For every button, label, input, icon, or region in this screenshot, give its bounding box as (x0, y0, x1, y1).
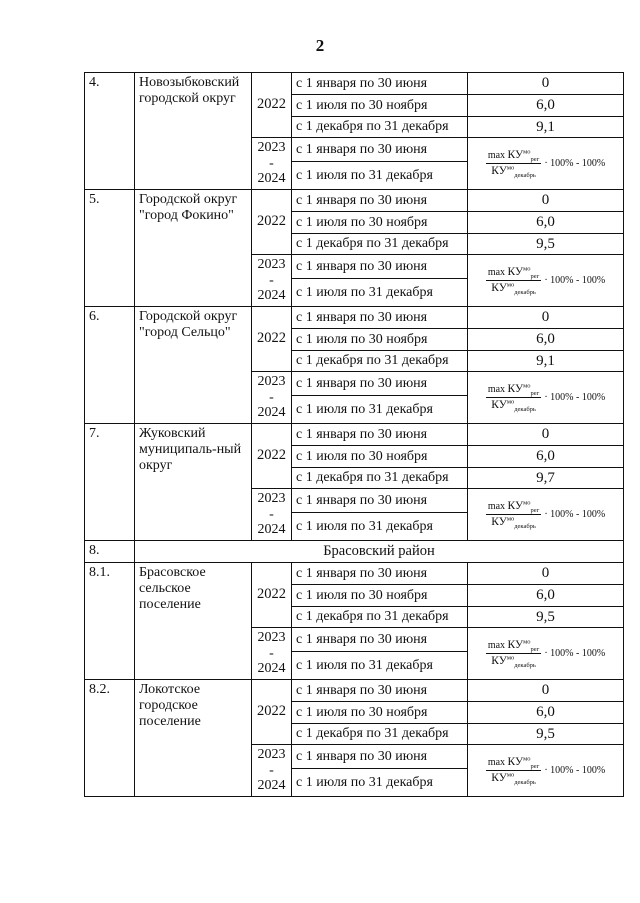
formula-sup-top: мо (523, 500, 531, 508)
period-cell: с 1 июля по 30 ноября (292, 95, 468, 117)
period-cell: с 1 июля по 30 ноября (292, 585, 468, 607)
item-number: 7. (85, 424, 135, 541)
formula-sup-bottom: мо (506, 515, 515, 523)
municipality-name: Новозыбковский городской округ (135, 73, 252, 190)
formula-ku-bottom: КУ (491, 165, 507, 177)
tariff-formula (470, 149, 621, 177)
value-cell: 6,0 (468, 446, 624, 468)
formula-cell (468, 628, 624, 680)
year-range-cell (252, 138, 292, 190)
tariff-formula (470, 266, 621, 294)
year-range-end: 2024 (257, 522, 286, 538)
year-range-end: 2024 (257, 661, 286, 677)
formula-sub-top: рег (530, 763, 540, 771)
period-cell: с 1 января по 30 июня (292, 307, 468, 329)
page-number: 2 (315, 36, 325, 55)
year-range-cell (252, 745, 292, 797)
tariff-formula (470, 500, 621, 528)
formula-sub-top: рег (530, 507, 540, 515)
period-cell: с 1 июля по 30 ноября (292, 329, 468, 351)
period-cell: с 1 января по 30 июня (292, 489, 468, 513)
item-number: 8.2. (85, 680, 135, 797)
formula-tail: · 100% - 100% (544, 275, 606, 286)
period-cell: с 1 декабря по 31 декабря (292, 607, 468, 628)
municipality-name: Локотское городское поселение (135, 680, 252, 797)
year-cell: 2022 (252, 424, 292, 489)
value-cell: 9,5 (468, 234, 624, 255)
year-range-cell (252, 255, 292, 307)
tariff-formula (470, 383, 621, 411)
period-cell: с 1 июля по 30 ноября (292, 446, 468, 468)
formula-sup-top: мо (523, 266, 531, 274)
formula-ku-bottom: КУ (491, 282, 507, 294)
period-cell: с 1 декабря по 31 декабря (292, 351, 468, 372)
formula-sup-top: мо (523, 756, 531, 764)
item-number: 8.1. (85, 563, 135, 680)
table-row (85, 424, 624, 446)
formula-cell (468, 138, 624, 190)
year-range-cell (252, 489, 292, 541)
formula-tail: · 100% - 100% (544, 392, 606, 403)
formula-cell (468, 745, 624, 797)
formula-sup-bottom: мо (506, 771, 515, 779)
period-cell: с 1 декабря по 31 декабря (292, 117, 468, 138)
value-cell: 9,5 (468, 724, 624, 745)
period-cell: с 1 июля по 31 декабря (292, 513, 468, 541)
year-range-dash: - (269, 272, 274, 288)
period-cell: с 1 января по 30 июня (292, 138, 468, 162)
formula-sub-bottom: декабрь (514, 662, 536, 669)
period-cell: с 1 июля по 31 декабря (292, 396, 468, 424)
formula-sub-top: рег (530, 156, 540, 164)
table-row (85, 307, 624, 329)
period-cell: с 1 декабря по 31 декабря (292, 724, 468, 745)
year-range-end: 2024 (257, 778, 286, 794)
formula-sub-bottom: декабрь (514, 289, 536, 296)
year-range-end: 2024 (257, 288, 286, 304)
value-cell: 6,0 (468, 212, 624, 234)
formula-sup-bottom: мо (506, 654, 515, 662)
municipality-name: Городской округ "город Фокино" (135, 190, 252, 307)
year-range-end: 2024 (257, 171, 286, 187)
municipality-name: Жуковский муниципаль-ный округ (135, 424, 252, 541)
municipality-name: Брасовское сельское поселение (135, 563, 252, 680)
year-range-start: 2023 (257, 257, 286, 273)
formula-cell (468, 255, 624, 307)
formula-cell (468, 489, 624, 541)
year-range-dash: - (269, 762, 274, 778)
region-title: Брасовский район (135, 541, 624, 563)
tariff-table (84, 72, 624, 797)
year-range-start: 2023 (257, 491, 286, 507)
value-cell: 9,5 (468, 607, 624, 628)
formula-sup-bottom: мо (506, 281, 515, 289)
table-row (85, 680, 624, 702)
table-row (85, 73, 624, 95)
formula-sup-bottom: мо (506, 164, 515, 172)
year-cell: 2022 (252, 563, 292, 628)
year-range-start: 2023 (257, 747, 286, 763)
municipality-name: Городской округ "город Сельцо" (135, 307, 252, 424)
year-range-start: 2023 (257, 140, 286, 156)
formula-ku-top: КУ (507, 756, 524, 769)
period-cell: с 1 января по 30 июня (292, 628, 468, 652)
period-cell: с 1 января по 30 июня (292, 563, 468, 585)
formula-ku-bottom: КУ (491, 772, 507, 784)
year-cell: 2022 (252, 73, 292, 138)
table-row (85, 190, 624, 212)
formula-max: max (487, 267, 506, 279)
value-cell: 6,0 (468, 702, 624, 724)
value-cell: 0 (468, 190, 624, 212)
period-cell: с 1 января по 30 июня (292, 680, 468, 702)
year-range-dash: - (269, 389, 274, 405)
period-cell: с 1 января по 30 июня (292, 255, 468, 279)
year-range-cell (252, 628, 292, 680)
period-cell: с 1 января по 30 июня (292, 190, 468, 212)
item-number: 5. (85, 190, 135, 307)
formula-max: max (487, 384, 506, 396)
value-cell: 0 (468, 563, 624, 585)
formula-max: max (487, 757, 506, 769)
year-cell: 2022 (252, 680, 292, 745)
formula-max: max (487, 640, 506, 652)
period-cell: с 1 июля по 31 декабря (292, 279, 468, 307)
region-number: 8. (85, 541, 135, 563)
formula-sup-top: мо (523, 383, 531, 391)
formula-max: max (487, 501, 506, 513)
period-cell: с 1 декабря по 31 декабря (292, 468, 468, 489)
region-header-row (85, 541, 624, 563)
year-range-start: 2023 (257, 374, 286, 390)
formula-cell (468, 372, 624, 424)
year-range-dash: - (269, 645, 274, 661)
period-cell: с 1 января по 30 июня (292, 73, 468, 95)
formula-ku-bottom: КУ (491, 399, 507, 411)
year-cell: 2022 (252, 190, 292, 255)
period-cell: с 1 июля по 31 декабря (292, 769, 468, 797)
formula-tail: · 100% - 100% (544, 158, 606, 169)
value-cell: 0 (468, 424, 624, 446)
value-cell: 6,0 (468, 95, 624, 117)
item-number: 6. (85, 307, 135, 424)
year-range-dash: - (269, 506, 274, 522)
period-cell: с 1 июля по 31 декабря (292, 652, 468, 680)
formula-sub-bottom: декабрь (514, 172, 536, 179)
period-cell: с 1 января по 30 июня (292, 372, 468, 396)
formula-tail: · 100% - 100% (544, 509, 606, 520)
formula-sub-bottom: декабрь (514, 779, 536, 786)
formula-ku-bottom: КУ (491, 516, 507, 528)
period-cell: с 1 июля по 31 декабря (292, 162, 468, 190)
value-cell: 9,1 (468, 117, 624, 138)
value-cell: 6,0 (468, 585, 624, 607)
formula-tail: · 100% - 100% (544, 648, 606, 659)
year-range-dash: - (269, 155, 274, 171)
period-cell: с 1 января по 30 июня (292, 745, 468, 769)
value-cell: 9,7 (468, 468, 624, 489)
formula-sup-top: мо (523, 149, 531, 157)
period-cell: с 1 июля по 30 ноября (292, 702, 468, 724)
formula-ku-top: КУ (507, 383, 524, 396)
value-cell: 0 (468, 680, 624, 702)
formula-sub-top: рег (530, 390, 540, 398)
formula-ku-top: КУ (507, 149, 524, 162)
year-cell: 2022 (252, 307, 292, 372)
value-cell: 9,1 (468, 351, 624, 372)
formula-sub-top: рег (530, 273, 540, 281)
value-cell: 0 (468, 307, 624, 329)
formula-max: max (487, 150, 506, 162)
formula-sup-bottom: мо (506, 398, 515, 406)
formula-ku-top: КУ (507, 639, 524, 652)
period-cell: с 1 июля по 30 ноября (292, 212, 468, 234)
formula-sub-top: рег (530, 646, 540, 654)
year-range-start: 2023 (257, 630, 286, 646)
formula-sub-bottom: декабрь (514, 523, 536, 530)
value-cell: 0 (468, 73, 624, 95)
item-number: 4. (85, 73, 135, 190)
value-cell: 6,0 (468, 329, 624, 351)
period-cell: с 1 декабря по 31 декабря (292, 234, 468, 255)
formula-ku-top: КУ (507, 266, 524, 279)
formula-sup-top: мо (523, 639, 531, 647)
year-range-end: 2024 (257, 405, 286, 421)
formula-sub-bottom: декабрь (514, 406, 536, 413)
year-range-cell (252, 372, 292, 424)
tariff-formula (470, 756, 621, 784)
tariff-formula (470, 639, 621, 667)
table-row (85, 563, 624, 585)
formula-ku-top: КУ (507, 500, 524, 513)
formula-ku-bottom: КУ (491, 655, 507, 667)
period-cell: с 1 января по 30 июня (292, 424, 468, 446)
formula-tail: · 100% - 100% (544, 765, 606, 776)
